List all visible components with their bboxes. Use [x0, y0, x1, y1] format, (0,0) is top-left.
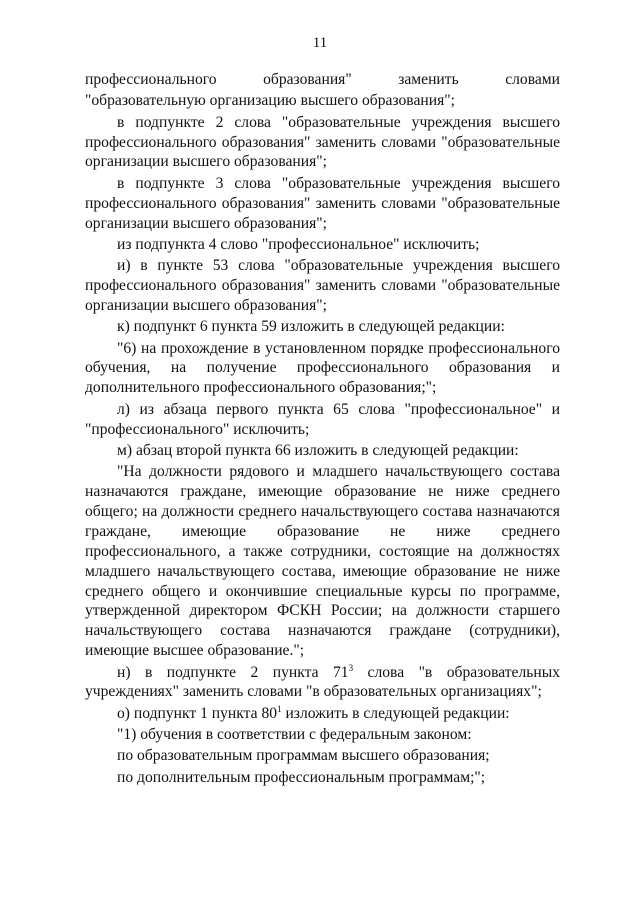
paragraph-7: "6) на прохождение в установленном порядке профессионального обучения, на получение профессионального образования и дополнительного профессионального образования;"; — [85, 339, 560, 397]
text-segment: н) в подпункте 2 пункта 71 — [117, 663, 349, 681]
paragraph-5: и) в пункте 53 слова "образовательные учреждения высшего профессионального образования" заменить словами "образовательные организации высшего образования"; — [85, 257, 560, 314]
paragraph-13: "1) обучения в соответствии с федеральным законом: — [117, 726, 472, 744]
paragraph-1b: "образовательную организацию высшего образования"; — [85, 92, 455, 110]
paragraph-6: к) подпункт 6 пункта 59 изложить в следующей редакции: — [117, 318, 505, 336]
superscript: 1 — [277, 703, 282, 714]
paragraph-11 — [85, 663, 560, 703]
paragraph-1a: профессионального образования" заменить словами — [85, 71, 560, 88]
paragraph-4: из подпункта 4 слово "профессиональное" исключить; — [117, 235, 480, 253]
paragraph-3: в подпункте 3 слова "образовательные учреждения высшего профессионального образования" заменить словами "образовательные организации высшего образования"; — [85, 174, 560, 232]
paragraph-2: в подпункте 2 слова "образовательные учреждения высшего профессионального образования" заменить словами "образовательные организации высшего образования"; — [85, 113, 560, 171]
superscript: 3 — [348, 662, 354, 673]
page-number: 11 — [312, 35, 328, 51]
text-segment: слова "в образовательных учреждениях" заменить словами "в образовательных организациях"; — [85, 663, 560, 701]
document-body — [85, 70, 560, 789]
paragraph-15: по дополнительным профессиональным программам;"; — [117, 768, 486, 786]
text-segment: изложить в следующей редакции: — [281, 704, 510, 722]
paragraph-10: "На должности рядового и младшего начальствующего состава назначаются граждане, имеющие образование не ниже среднего общего; на должности среднего начальствующего состава назначаются граждане, имеющие образование не ниже среднего профессионального, а также сотрудники, состоящие на должностях младшего начальствующего состава, имеющие образование не ниже среднего общего и окончившие специальные курсы по программе, утвержденной директором ФСКН России; на должности старшего начальствующего состава назначаются граждане (сотрудники), имеющие высшее образование."; — [85, 463, 560, 660]
paragraph-8: л) из абзаца первого пункта 65 слова "профессиональное" и "профессионального" исключить; — [85, 400, 560, 438]
paragraph-12 — [85, 704, 560, 724]
text-segment: о) подпункт 1 пункта 80 — [117, 704, 278, 722]
paragraph-9: м) абзац второй пункта 66 изложить в следующей редакции: — [117, 441, 519, 459]
paragraph-14: по образовательным программам высшего образования; — [117, 747, 490, 765]
